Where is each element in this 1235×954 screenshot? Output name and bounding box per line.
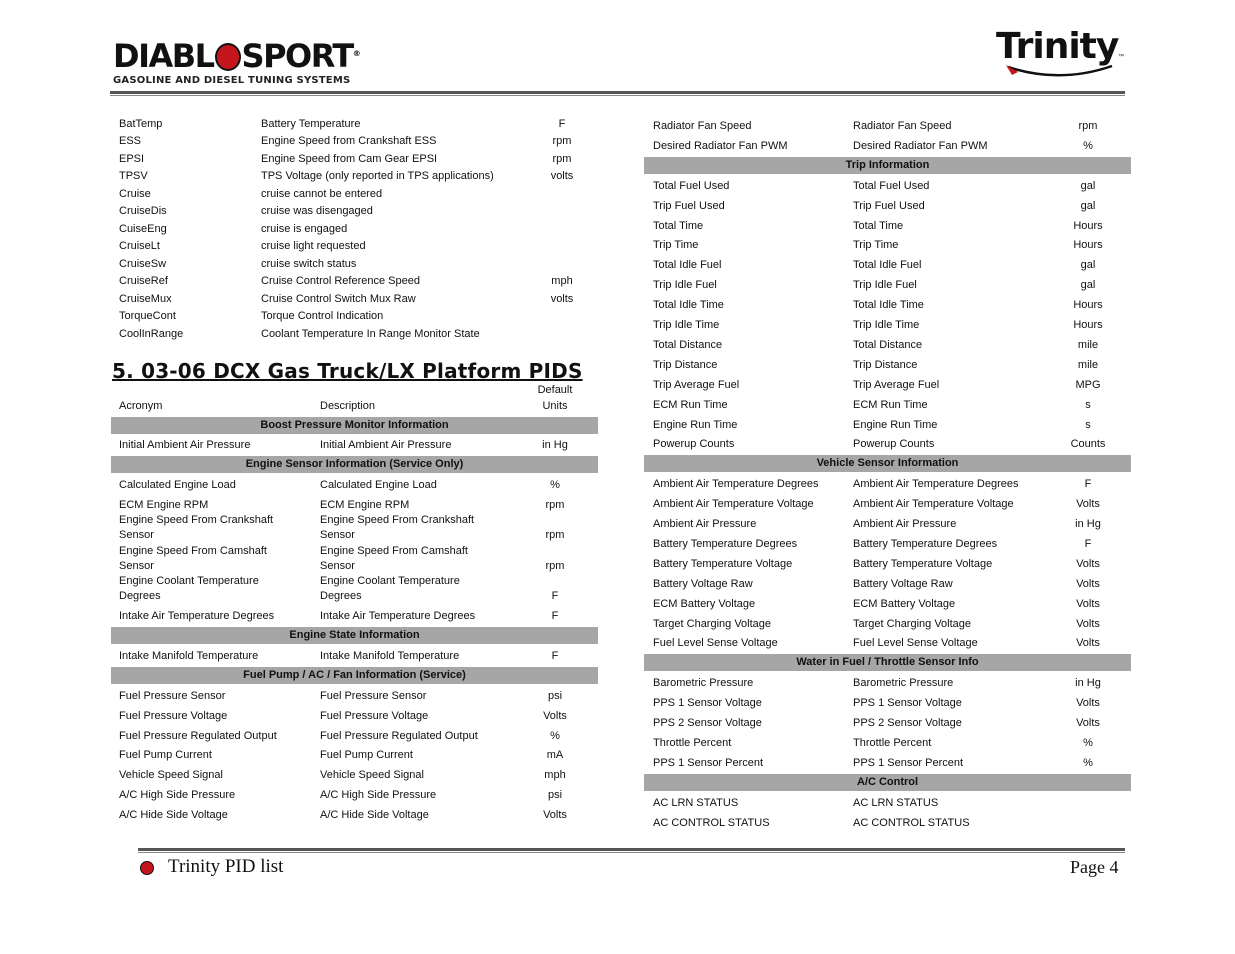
pid-description: Intake Air Temperature Degrees bbox=[320, 610, 476, 622]
pid-acronym: Target Charging Voltage bbox=[653, 617, 772, 630]
pid-acronym: Ambient Air Pressure bbox=[653, 518, 757, 530]
trinity-trademark: ™ bbox=[1118, 54, 1124, 60]
pid-description: PPS 1 Sensor Voltage bbox=[853, 697, 962, 710]
pid-description: cruise is engaged bbox=[261, 223, 348, 235]
pid-acronym: ECM Engine RPM bbox=[119, 499, 209, 511]
devil-head-icon bbox=[140, 861, 154, 875]
pid-description: Intake Manifold Temperature bbox=[320, 650, 460, 662]
pid-acronym: Ambient Air Temperature Voltage bbox=[653, 498, 814, 511]
pid-description: Trip Average Fuel bbox=[853, 378, 940, 391]
pid-acronym: Sensor bbox=[119, 529, 154, 541]
pid-description: Fuel Pressure Voltage bbox=[320, 710, 429, 722]
pid-unit: Volts bbox=[543, 710, 567, 722]
pid-unit: Volts bbox=[1076, 637, 1100, 650]
pid-acronym: Battery Voltage Raw bbox=[653, 577, 753, 590]
pid-acronym: Engine Speed From Camshaft bbox=[119, 545, 267, 557]
pid-unit: s bbox=[1085, 418, 1091, 431]
pid-description: Radiator Fan Speed bbox=[853, 120, 952, 132]
pid-description: Desired Radiator Fan PWM bbox=[853, 139, 988, 152]
logo-registered-mark: ® bbox=[352, 49, 360, 58]
pid-unit: F bbox=[551, 650, 559, 662]
pid-unit: % bbox=[1083, 736, 1093, 749]
pid-description: Fuel Pressure Regulated Output bbox=[320, 730, 478, 742]
pid-unit: Hours bbox=[1073, 239, 1103, 252]
pid-unit: F bbox=[1084, 537, 1092, 550]
pid-description: Torque Control Indication bbox=[261, 310, 384, 322]
pid-description: Vehicle Speed Signal bbox=[320, 769, 424, 781]
pid-acronym: Fuel Level Sense Voltage bbox=[653, 637, 778, 650]
pid-acronym: Total Idle Fuel bbox=[653, 259, 722, 272]
pid-acronym: Trip Fuel Used bbox=[653, 199, 725, 212]
pid-description: Total Fuel Used bbox=[853, 179, 930, 192]
pid-description: Engine Speed From Camshaft bbox=[320, 545, 468, 557]
trinity-logo-wordmark: Trinity bbox=[996, 26, 1119, 67]
pid-unit: Volts bbox=[1076, 498, 1100, 511]
pid-unit: % bbox=[550, 479, 560, 491]
pid-unit: Volts bbox=[1076, 697, 1100, 710]
pid-description: Battery Voltage Raw bbox=[853, 577, 953, 590]
section-header-bar: Vehicle Sensor Information bbox=[644, 455, 1131, 472]
pid-acronym: TorqueCont bbox=[119, 310, 176, 322]
pid-acronym: Total Time bbox=[653, 219, 704, 232]
pid-unit: rpm bbox=[552, 135, 572, 147]
pid-unit: Volts bbox=[1076, 597, 1100, 610]
pid-description: Coolant Temperature In Range Monitor State bbox=[261, 328, 480, 340]
pid-description: PPS 1 Sensor Percent bbox=[853, 756, 964, 769]
pid-acronym: ECM Battery Voltage bbox=[653, 597, 756, 610]
pid-description: Powerup Counts bbox=[853, 438, 935, 451]
pid-description: Throttle Percent bbox=[853, 736, 932, 749]
section-header-bar: Engine State Information bbox=[111, 627, 598, 644]
pid-unit: % bbox=[550, 730, 560, 742]
pid-acronym: PPS 1 Sensor Percent bbox=[653, 756, 764, 769]
section-header-bar: Engine Sensor Information (Service Only) bbox=[111, 456, 598, 473]
pid-description: A/C Hide Side Voltage bbox=[320, 809, 429, 821]
trinity-logo bbox=[996, 28, 1128, 80]
pid-description: Engine Speed From Crankshaft bbox=[320, 514, 475, 526]
pid-unit: mph bbox=[551, 275, 573, 287]
pid-description: Trip Idle Fuel bbox=[853, 279, 917, 292]
pid-acronym: Barometric Pressure bbox=[653, 677, 754, 690]
pid-description: Calculated Engine Load bbox=[320, 479, 437, 491]
pid-description: Battery Temperature Degrees bbox=[853, 537, 998, 550]
pid-unit: mile bbox=[1077, 338, 1099, 351]
pid-unit: psi bbox=[547, 789, 563, 801]
pid-acronym: Trip Idle Fuel bbox=[653, 279, 717, 292]
page-number: Page 4 bbox=[1070, 857, 1119, 877]
pid-acronym: A/C High Side Pressure bbox=[119, 789, 236, 801]
pid-unit: Volts bbox=[1076, 557, 1100, 570]
pid-acronym: Intake Air Temperature Degrees bbox=[119, 610, 275, 622]
pid-unit: gal bbox=[1080, 259, 1096, 272]
pid-acronym: TPSV bbox=[119, 170, 148, 182]
pid-description: ECM Run Time bbox=[853, 398, 928, 411]
pid-description: A/C High Side Pressure bbox=[320, 789, 437, 801]
pid-acronym: Ambient Air Temperature Degrees bbox=[653, 478, 819, 491]
pid-unit: Volts bbox=[1076, 717, 1100, 729]
section-header-bar: A/C Control bbox=[644, 774, 1131, 791]
logo-text-part2: SPORT bbox=[241, 37, 353, 75]
pid-acronym: PPS 1 Sensor Voltage bbox=[653, 697, 762, 710]
pid-acronym: AC LRN STATUS bbox=[653, 796, 739, 809]
pid-description: TPS Voltage (only reported in TPS applications) bbox=[261, 170, 494, 182]
pid-acronym: Engine Coolant Temperature bbox=[119, 575, 259, 587]
pid-description: Engine Speed from Cam Gear EPSI bbox=[261, 153, 438, 165]
pid-description: Initial Ambient Air Pressure bbox=[320, 439, 452, 451]
trinity-swoosh-icon bbox=[1004, 64, 1116, 78]
pid-acronym: Vehicle Speed Signal bbox=[119, 769, 223, 781]
pid-description: Cruise Control Reference Speed bbox=[261, 275, 420, 287]
pid-acronym: CruiseSw bbox=[119, 258, 167, 270]
column-header-units: Default bbox=[537, 384, 573, 396]
pid-acronym: EPSI bbox=[119, 153, 145, 165]
pid-description: cruise light requested bbox=[261, 240, 366, 252]
pid-acronym: Powerup Counts bbox=[653, 438, 735, 451]
pid-acronym: Calculated Engine Load bbox=[119, 479, 236, 491]
pid-acronym: Sensor bbox=[119, 560, 154, 572]
pid-unit: mile bbox=[1077, 358, 1099, 371]
pid-acronym: CuiseEng bbox=[119, 223, 167, 235]
pid-unit: rpm bbox=[545, 529, 565, 541]
pid-description: cruise was disengaged bbox=[261, 205, 373, 217]
section-header-bar: Water in Fuel / Throttle Sensor Info bbox=[644, 654, 1131, 671]
pid-description: Engine Speed from Crankshaft ESS bbox=[261, 135, 437, 147]
pid-acronym: Total Distance bbox=[653, 338, 723, 351]
pid-description: ECM Engine RPM bbox=[320, 499, 410, 511]
pid-unit: in Hg bbox=[1075, 677, 1101, 690]
pid-description: Battery Temperature Voltage bbox=[853, 557, 993, 570]
pid-unit: F bbox=[558, 118, 566, 130]
pid-acronym: Battery Temperature Voltage bbox=[653, 557, 793, 570]
pid-acronym: CruiseRef bbox=[119, 275, 168, 287]
pid-acronym: Cruise bbox=[119, 188, 151, 200]
header-rule-thin bbox=[110, 95, 1125, 96]
pid-acronym: CruiseDis bbox=[119, 205, 167, 217]
pid-acronym: Initial Ambient Air Pressure bbox=[119, 439, 251, 451]
footer-rule-thin bbox=[138, 852, 1125, 853]
pid-acronym: Engine Speed From Crankshaft bbox=[119, 514, 274, 526]
pid-acronym: Engine Run Time bbox=[653, 418, 738, 431]
column-header-acronym: Acronym bbox=[119, 400, 163, 412]
pid-unit: mA bbox=[546, 749, 564, 761]
pid-unit: % bbox=[1083, 756, 1093, 769]
pid-acronym: Throttle Percent bbox=[653, 736, 732, 749]
pid-description: ECM Battery Voltage bbox=[853, 597, 956, 610]
pid-description: Total Distance bbox=[853, 338, 923, 351]
pid-acronym: Trip Time bbox=[653, 239, 699, 252]
pid-unit: gal bbox=[1080, 179, 1096, 192]
pid-description: Target Charging Voltage bbox=[853, 617, 972, 630]
pid-description: cruise cannot be entered bbox=[261, 188, 383, 200]
pid-description: Barometric Pressure bbox=[853, 677, 954, 690]
header-rule bbox=[110, 91, 1125, 94]
pid-unit: Volts bbox=[1076, 617, 1100, 630]
pid-unit: rpm bbox=[545, 499, 565, 511]
pid-acronym: CoolInRange bbox=[119, 328, 184, 340]
column-header-units: Units bbox=[542, 400, 568, 412]
diablosport-logo-wordmark bbox=[113, 38, 373, 74]
devil-head-icon bbox=[215, 43, 241, 71]
pid-unit: Volts bbox=[1076, 577, 1100, 590]
pid-acronym: CruiseMux bbox=[119, 293, 172, 305]
pid-description: cruise switch status bbox=[261, 258, 357, 270]
pid-unit: Hours bbox=[1073, 219, 1103, 232]
pid-unit: rpm bbox=[552, 153, 572, 165]
pid-acronym: Radiator Fan Speed bbox=[653, 120, 752, 132]
pid-unit: Volts bbox=[543, 809, 567, 821]
pid-description: Fuel Pump Current bbox=[320, 749, 413, 761]
pid-acronym: ECM Run Time bbox=[653, 398, 728, 411]
pid-acronym: Degrees bbox=[119, 590, 161, 602]
diablosport-logo-tagline: GASOLINE AND DIESEL TUNING SYSTEMS bbox=[113, 75, 351, 86]
pid-description: Trip Distance bbox=[853, 358, 918, 371]
pid-description: PPS 2 Sensor Voltage bbox=[853, 717, 962, 729]
pid-acronym: Total Idle Time bbox=[653, 299, 724, 312]
pid-acronym: PPS 2 Sensor Voltage bbox=[653, 717, 762, 729]
pid-description: Ambient Air Temperature Voltage bbox=[853, 498, 1014, 511]
pid-acronym: BatTemp bbox=[119, 118, 163, 130]
pid-description: Trip Idle Time bbox=[853, 319, 920, 331]
pid-acronym: A/C Hide Side Voltage bbox=[119, 809, 228, 821]
column-header-description: Description bbox=[320, 400, 376, 412]
section-header-bar: Boost Pressure Monitor Information bbox=[111, 417, 598, 434]
pid-description: Trip Time bbox=[853, 239, 899, 252]
pid-acronym: Intake Manifold Temperature bbox=[119, 650, 259, 662]
pid-acronym: Trip Idle Time bbox=[653, 319, 720, 331]
pid-description: AC CONTROL STATUS bbox=[853, 816, 970, 829]
section-header-bar: Trip Information bbox=[644, 157, 1131, 174]
pid-unit: gal bbox=[1080, 199, 1096, 212]
pid-description: Ambient Air Pressure bbox=[853, 518, 957, 530]
pid-description: Total Idle Fuel bbox=[853, 259, 922, 272]
pid-acronym: AC CONTROL STATUS bbox=[653, 816, 770, 829]
pid-unit: mph bbox=[544, 769, 566, 781]
pid-unit: Hours bbox=[1073, 319, 1103, 331]
pid-unit: in Hg bbox=[1075, 518, 1101, 530]
pid-description: AC LRN STATUS bbox=[853, 796, 939, 809]
pid-description: Total Idle Time bbox=[853, 299, 924, 312]
pid-unit: volts bbox=[550, 170, 574, 182]
pid-description: Sensor bbox=[320, 560, 355, 572]
footer-title: Trinity PID list bbox=[168, 856, 284, 877]
pid-acronym: Trip Distance bbox=[653, 358, 718, 371]
diablosport-logo bbox=[113, 37, 373, 86]
pid-description: Battery Temperature bbox=[261, 118, 361, 130]
pid-acronym: Total Fuel Used bbox=[653, 179, 730, 192]
pid-acronym: CruiseLt bbox=[119, 240, 160, 252]
pid-description: Fuel Level Sense Voltage bbox=[853, 637, 978, 650]
pid-description: Cruise Control Switch Mux Raw bbox=[261, 293, 416, 305]
pid-acronym: Trip Average Fuel bbox=[653, 378, 740, 391]
pid-unit: MPG bbox=[1075, 378, 1101, 391]
pid-unit: % bbox=[1083, 139, 1093, 152]
pid-description: Total Time bbox=[853, 219, 904, 232]
pid-unit: gal bbox=[1080, 279, 1096, 292]
pid-acronym: Fuel Pressure Sensor bbox=[119, 690, 226, 702]
pid-unit: F bbox=[1084, 478, 1092, 491]
section-header-bar: Fuel Pump / AC / Fan Information (Service) bbox=[111, 667, 598, 684]
pid-acronym: Battery Temperature Degrees bbox=[653, 537, 798, 550]
pid-acronym: Fuel Pressure Regulated Output bbox=[119, 730, 277, 742]
pid-unit: rpm bbox=[545, 560, 565, 572]
footer-rule bbox=[138, 848, 1125, 851]
pid-acronym: Desired Radiator Fan PWM bbox=[653, 139, 788, 152]
pid-unit: F bbox=[551, 590, 559, 602]
logo-text-part1: DIABL bbox=[113, 37, 214, 75]
pid-description: Fuel Pressure Sensor bbox=[320, 690, 427, 702]
pid-unit: s bbox=[1085, 398, 1091, 411]
pid-description: Ambient Air Temperature Degrees bbox=[853, 478, 1019, 491]
pid-unit: F bbox=[551, 610, 559, 622]
pid-description: Engine Coolant Temperature bbox=[320, 575, 460, 587]
pid-description: Trip Fuel Used bbox=[853, 199, 925, 212]
section-title: 5. 03-06 DCX Gas Truck/LX Platform PIDS bbox=[112, 359, 583, 383]
pid-unit: volts bbox=[550, 293, 574, 305]
pid-description: Sensor bbox=[320, 529, 355, 541]
pid-unit: psi bbox=[547, 690, 563, 702]
pid-unit: in Hg bbox=[542, 439, 568, 451]
pid-description: Engine Run Time bbox=[853, 418, 938, 431]
pid-unit: Counts bbox=[1070, 438, 1106, 451]
pid-acronym: Fuel Pump Current bbox=[119, 749, 212, 761]
pid-unit: rpm bbox=[1078, 120, 1098, 132]
pid-unit: Hours bbox=[1073, 299, 1103, 312]
pid-description: Degrees bbox=[320, 590, 362, 602]
pid-acronym: Fuel Pressure Voltage bbox=[119, 710, 228, 722]
pid-acronym: ESS bbox=[119, 135, 142, 147]
